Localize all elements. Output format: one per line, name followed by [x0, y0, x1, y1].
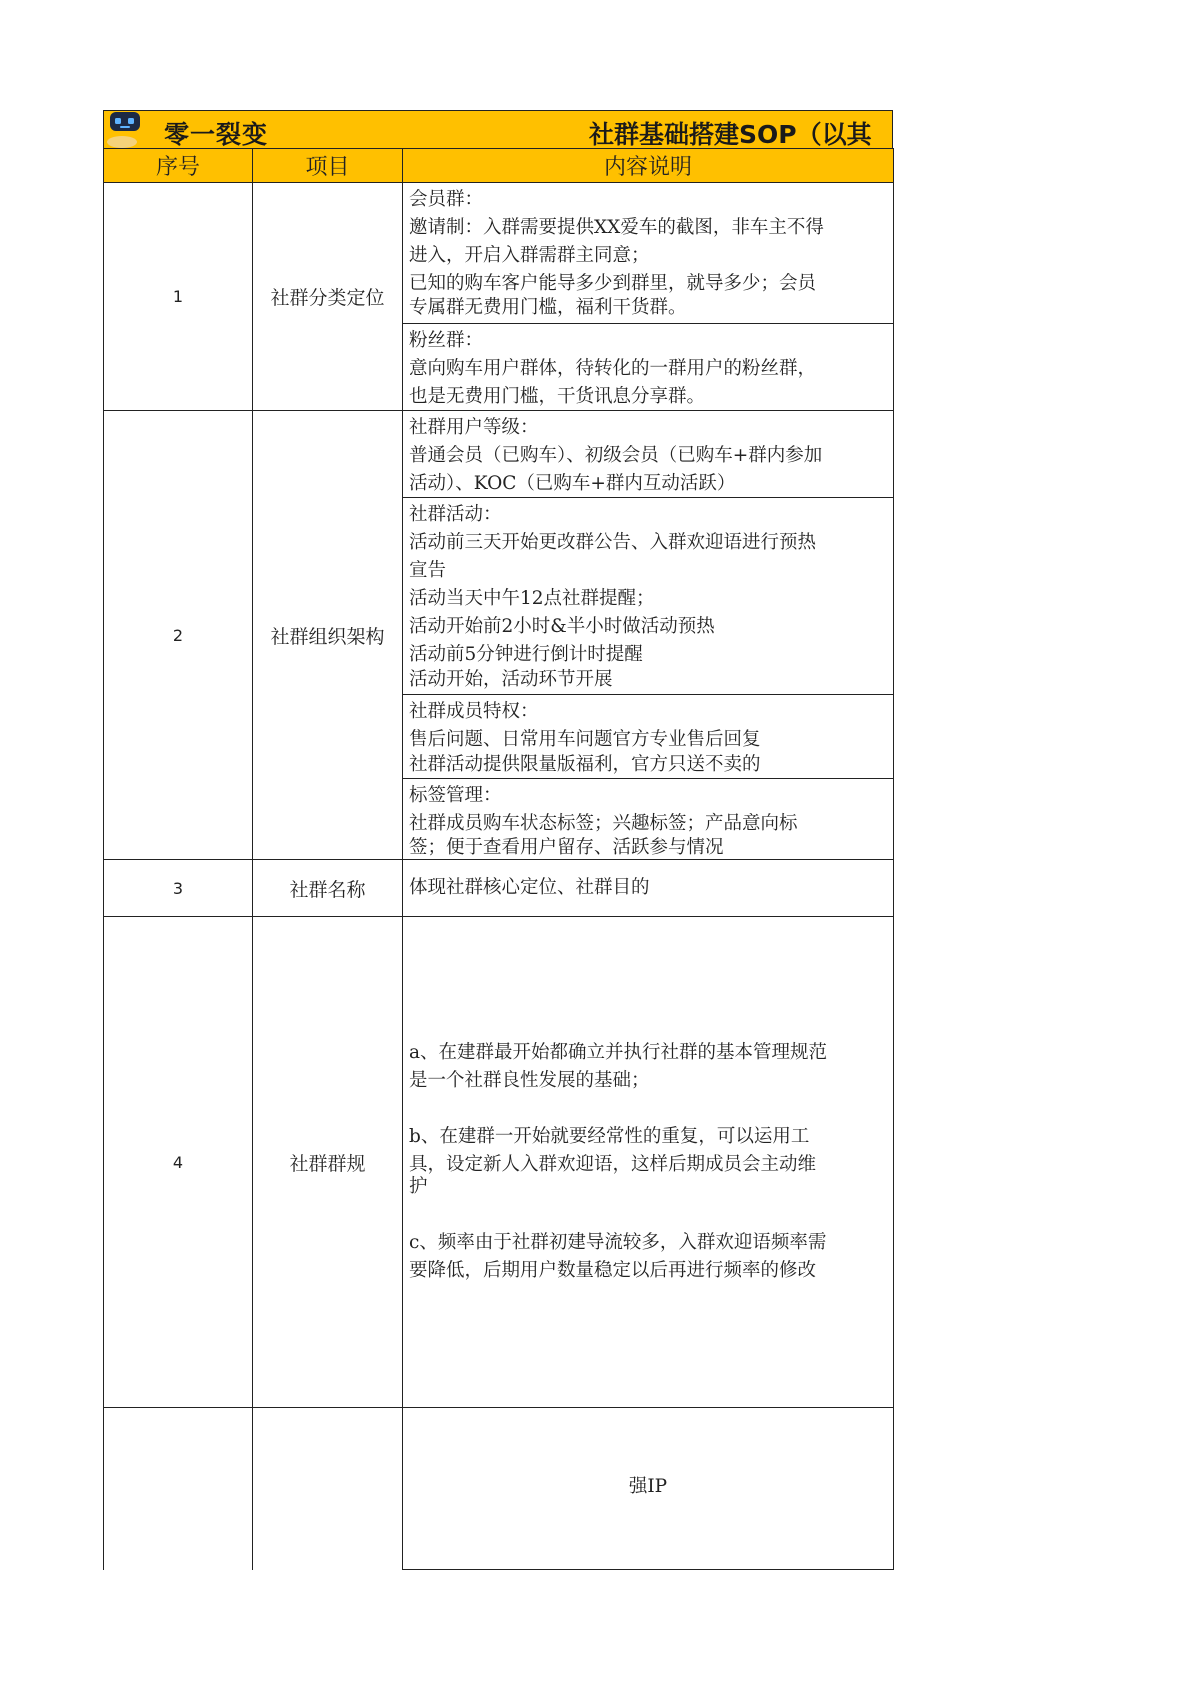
content-line: 粉丝群：	[409, 330, 484, 351]
content-line: 具，设定新人入群欢迎语，这样后期成员会主动维	[409, 1154, 817, 1175]
spreadsheet	[103, 110, 893, 1570]
content-line: 专属群无费用门槛，福利干货群。	[409, 297, 687, 318]
content-line: 进入，开启入群需群主同意；	[409, 245, 650, 266]
content-line: 签；便于查看用户留存、活跃参与情况	[409, 837, 724, 858]
content-line: 标签管理：	[409, 785, 502, 806]
content-line: 已知的购车客户能导多少到群里，就导多少；会员	[409, 273, 817, 294]
content-line: 护	[409, 1176, 428, 1197]
content-line: 普通会员（已购车）、初级会员（已购车+群内参加	[409, 445, 823, 466]
content-line: c、频率由于社群初建导流较多，入群欢迎语频率需	[409, 1232, 827, 1253]
rules-paragraphs	[403, 1039, 893, 1285]
content-line: 活动开始，活动环节开展	[409, 669, 613, 690]
row-content	[403, 860, 894, 917]
content-line: 邀请制：入群需要提供XX爱车的截图，非车主不得	[409, 217, 824, 238]
content-line: 活动当天中午12点社群提醒；	[409, 588, 655, 609]
row-index: 1	[104, 183, 253, 411]
row-content	[403, 917, 894, 1408]
content-line: 活动前三天开始更改群公告、入群欢迎语进行预热	[409, 532, 817, 553]
content-line: 会员群：	[409, 189, 484, 210]
content-line: 强IP	[628, 1476, 668, 1497]
row-item: 社群分类定位	[253, 183, 403, 411]
content-line: 也是无费用门槛，干货讯息分享群。	[409, 386, 706, 407]
table-row	[104, 183, 894, 411]
document-title: 社群基础搭建SOP（以其	[589, 120, 872, 148]
content-line: 售后问题、日常用车问题官方专业售后回复	[409, 729, 761, 750]
content-line: 社群成员特权：	[409, 701, 539, 722]
row-item	[253, 1408, 403, 1570]
table-row	[104, 860, 894, 917]
content-line: b、在建群一开始就要经常性的重复，可以运用工	[409, 1126, 810, 1147]
table-row	[104, 411, 894, 860]
table-row	[104, 917, 894, 1408]
content-line: 社群活动提供限量版福利，官方只送不卖的	[409, 754, 761, 775]
row-index	[104, 1408, 253, 1570]
row-item: 社群组织架构	[253, 411, 403, 860]
content-line: 要降低，后期用户数量稳定以后再进行频率的修改	[409, 1260, 817, 1281]
header-index: 序号	[104, 149, 253, 183]
content-line: 社群成员购车状态标签；兴趣标签；产品意向标	[409, 813, 798, 834]
brand-name: 零一裂变	[164, 120, 269, 148]
content-block	[403, 183, 893, 323]
content-line: 社群活动：	[409, 504, 502, 525]
row-content	[403, 183, 894, 411]
content-line: 宣告	[409, 560, 447, 581]
content-line: 意向购车用户群体，待转化的一群用户的粉丝群，	[409, 358, 817, 379]
content-line: 体现社群核心定位、社群目的	[409, 877, 650, 898]
row-content	[403, 411, 894, 860]
robot-logo-icon	[106, 111, 150, 148]
sop-table	[103, 148, 894, 1570]
row-index: 3	[104, 860, 253, 917]
row-index: 2	[104, 411, 253, 860]
content-line: a、在建群最开始都确立并执行社群的基本管理规范	[409, 1042, 828, 1063]
row-item: 社群群规	[253, 917, 403, 1408]
header-row	[104, 149, 894, 183]
table-row	[104, 1408, 894, 1570]
content-block	[403, 411, 893, 497]
header-item: 项目	[253, 149, 403, 183]
content-line: 活动开始前2小时&半小时做活动预热	[409, 616, 715, 637]
title-banner	[103, 110, 893, 148]
content-block	[403, 694, 893, 778]
header-content: 内容说明	[403, 149, 894, 183]
row-item: 社群名称	[253, 860, 403, 917]
content-line: 活动）、KOC（已购车+群内互动活跃）	[409, 473, 736, 494]
row-index: 4	[104, 917, 253, 1408]
content-block	[403, 778, 893, 859]
content-block	[403, 323, 893, 410]
content-line: 社群用户等级：	[409, 417, 539, 438]
content-block	[403, 497, 893, 694]
content-line: 是一个社群良性发展的基础；	[409, 1070, 650, 1091]
content-line: 活动前5分钟进行倒计时提醒	[409, 644, 643, 665]
row-content	[403, 1408, 894, 1570]
